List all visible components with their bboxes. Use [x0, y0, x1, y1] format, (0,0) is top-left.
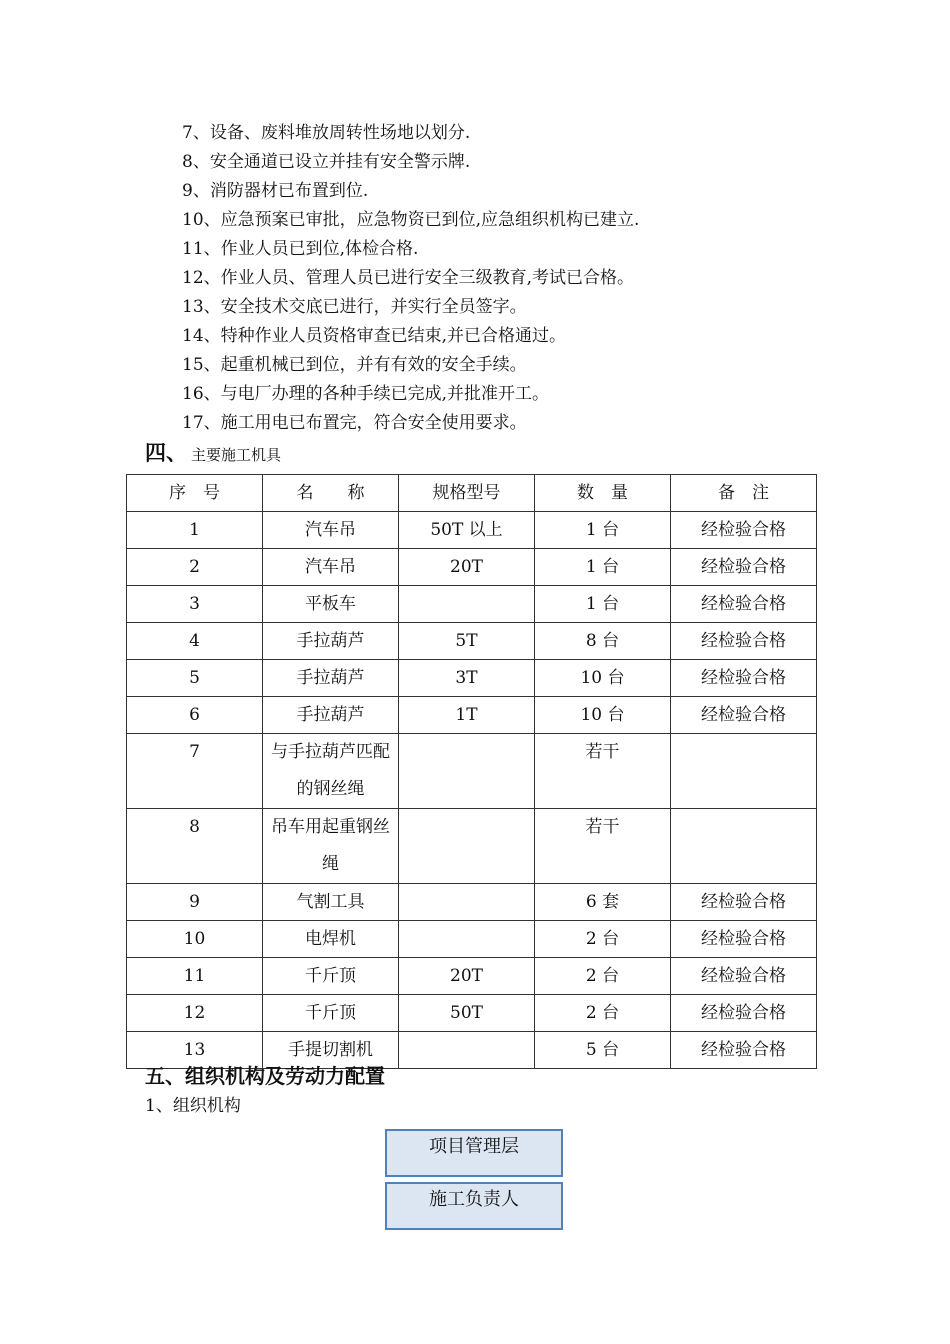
table-row [127, 958, 817, 995]
table-cell: 10 台 [535, 660, 671, 697]
table-cell [399, 921, 535, 958]
table-cell: 20T [399, 958, 535, 995]
table-cell: 1 台 [535, 512, 671, 549]
table-cell: 手拉葫芦 [263, 623, 399, 660]
checklist-item: 12、作业人员、管理人员已进行安全三级教育,考试已合格。 [182, 268, 635, 288]
table-cell: 气割工具 [263, 884, 399, 921]
checklist-item: 16、与电厂办理的各种手续已完成,并批准开工。 [182, 384, 550, 404]
section-4-heading [145, 438, 281, 468]
table-cell: 1 [127, 512, 263, 549]
section-5-heading: 五、组织机构及劳动力配置 [145, 1064, 385, 1088]
table-cell: 13 [127, 1032, 263, 1069]
table-cell: 经检验合格 [671, 958, 817, 995]
table-cell: 2 台 [535, 921, 671, 958]
table-cell: 经检验合格 [671, 995, 817, 1032]
table-row [127, 884, 817, 921]
table-row [127, 734, 817, 809]
table-cell: 与手拉葫芦匹配的钢丝绳 [263, 734, 399, 809]
table-cell: 经检验合格 [671, 660, 817, 697]
table-cell: 7 [127, 734, 263, 809]
table-cell: 11 [127, 958, 263, 995]
table-header-row [127, 475, 817, 512]
table-cell [399, 1032, 535, 1069]
table-cell: 3T [399, 660, 535, 697]
table-cell: 1 台 [535, 549, 671, 586]
table-row [127, 549, 817, 586]
table-cell: 12 [127, 995, 263, 1032]
table-cell: 千斤顶 [263, 995, 399, 1032]
table-cell: 50T [399, 995, 535, 1032]
table-row [127, 809, 817, 884]
table-cell: 4 [127, 623, 263, 660]
table-cell: 千斤顶 [263, 958, 399, 995]
checklist-item: 17、施工用电已布置完，符合安全使用要求。 [182, 413, 527, 433]
section-4-number: 四、 [145, 440, 187, 465]
table-row [127, 660, 817, 697]
table-cell: 5 [127, 660, 263, 697]
table-row [127, 995, 817, 1032]
checklist-item: 10、应急预案已审批，应急物资已到位,应急组织机构已建立. [182, 210, 640, 230]
table-cell: 8 [127, 809, 263, 884]
table-cell: 2 [127, 549, 263, 586]
checklist-item: 7、设备、废料堆放周转性场地以划分. [182, 123, 471, 143]
table-cell: 经检验合格 [671, 1032, 817, 1069]
table-cell: 1 台 [535, 586, 671, 623]
table-cell [399, 884, 535, 921]
header-cell: 规格型号 [399, 475, 535, 512]
table-cell: 6 [127, 697, 263, 734]
table-cell: 手拉葫芦 [263, 697, 399, 734]
table-cell: 若干 [535, 734, 671, 809]
checklist [182, 119, 639, 438]
checklist-item: 11、作业人员已到位,体检合格. [182, 239, 419, 259]
org-box-construction-lead: 施工负责人 [385, 1182, 563, 1230]
section-5-subheading: 1、组织机构 [145, 1096, 241, 1116]
header-cell: 备 注 [671, 475, 817, 512]
table-cell: 9 [127, 884, 263, 921]
table-cell: 汽车吊 [263, 512, 399, 549]
table-cell: 平板车 [263, 586, 399, 623]
table-cell: 经检验合格 [671, 921, 817, 958]
table-cell: 吊车用起重钢丝绳 [263, 809, 399, 884]
header-cell: 数 量 [535, 475, 671, 512]
table-row [127, 697, 817, 734]
table-cell: 手拉葫芦 [263, 660, 399, 697]
table-cell: 10 [127, 921, 263, 958]
table-cell: 10 台 [535, 697, 671, 734]
table-cell: 经检验合格 [671, 697, 817, 734]
equipment-table [126, 474, 817, 1069]
section-4-title: 主要施工机具 [191, 446, 282, 464]
table-row [127, 586, 817, 623]
table-cell: 手提切割机 [263, 1032, 399, 1069]
checklist-item: 14、特种作业人员资格审查已结束,并已合格通过。 [182, 326, 567, 346]
table-cell: 经检验合格 [671, 884, 817, 921]
table-cell: 2 台 [535, 958, 671, 995]
table-cell: 经检验合格 [671, 512, 817, 549]
table-cell: 6 套 [535, 884, 671, 921]
table-cell [399, 809, 535, 884]
table-cell: 3 [127, 586, 263, 623]
table-cell: 5T [399, 623, 535, 660]
table-cell: 若干 [535, 809, 671, 884]
checklist-item: 15、起重机械已到位，并有有效的安全手续。 [182, 355, 527, 375]
table-cell [399, 734, 535, 809]
table-row [127, 921, 817, 958]
table-cell: 20T [399, 549, 535, 586]
table-cell: 经检验合格 [671, 586, 817, 623]
table-cell [671, 809, 817, 884]
table-cell: 8 台 [535, 623, 671, 660]
table-cell: 50T 以上 [399, 512, 535, 549]
table-cell: 经检验合格 [671, 549, 817, 586]
table-cell: 经检验合格 [671, 623, 817, 660]
header-cell: 名 称 [263, 475, 399, 512]
table-cell: 5 台 [535, 1032, 671, 1069]
org-box-project-management: 项目管理层 [385, 1129, 563, 1177]
checklist-item: 9、消防器材已布置到位. [182, 181, 369, 201]
table-cell: 2 台 [535, 995, 671, 1032]
table-cell: 1T [399, 697, 535, 734]
table-row [127, 512, 817, 549]
table-body [127, 512, 817, 1069]
table-cell [399, 586, 535, 623]
table-cell: 电焊机 [263, 921, 399, 958]
table-row [127, 623, 817, 660]
checklist-item: 8、安全通道已设立并挂有安全警示牌. [182, 152, 471, 172]
checklist-item: 13、安全技术交底已进行，并实行全员签字。 [182, 297, 527, 317]
header-cell: 序 号 [127, 475, 263, 512]
table-cell: 汽车吊 [263, 549, 399, 586]
table-cell [671, 734, 817, 809]
